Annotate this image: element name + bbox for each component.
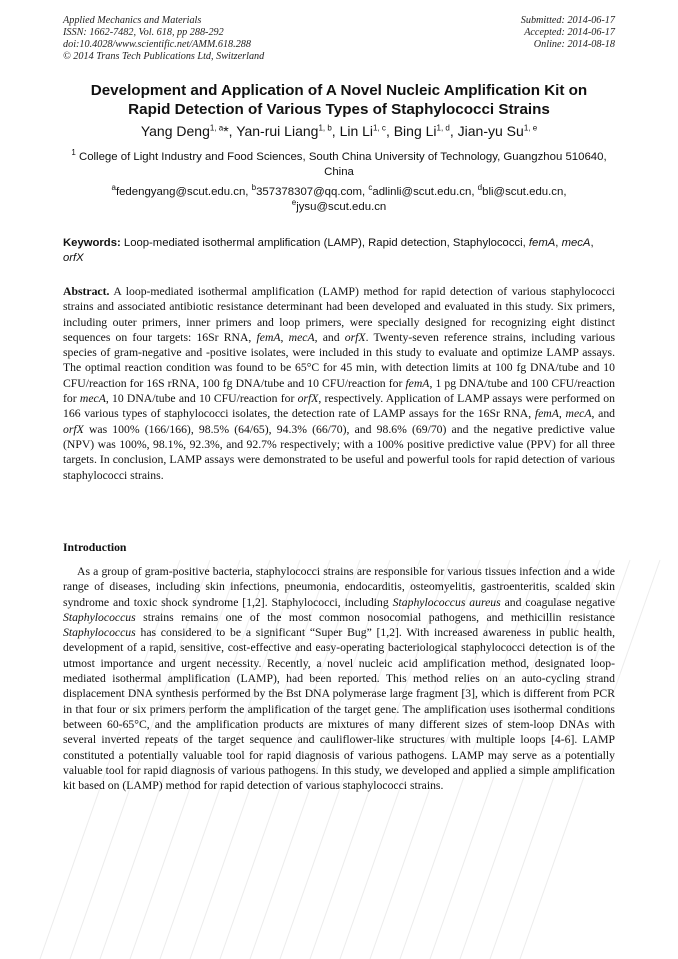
title-line-2: Rapid Detection of Various Types of Staphylococci Strains [128,101,550,118]
section-heading-introduction: Introduction [63,541,127,554]
author-sep: *, [223,123,237,139]
species-name: Staphylococcus [63,610,136,624]
email-sep: , [245,186,252,198]
keyword-sep: , [590,237,594,249]
abstract [63,284,615,483]
author-sup: 1, b [318,123,332,133]
author-sep: , [449,123,458,139]
abstract-text: , 1 pg DNA/tube and 100 CFU/reaction for [63,376,616,406]
email-sep: , [362,186,369,198]
gene-name: orfX [344,330,366,344]
email-sup: c [368,183,373,193]
abstract-text: , respectively. Application of LAMP assays were performed on 166 various types of staphylococci isolates, the detection rate of LAMP assays for the 16Sr RNA, [63,392,615,421]
keywords [63,236,615,266]
gene-name: mecA [565,407,592,421]
email-address[interactable]: adlinli@scut.edu.cn [372,186,472,198]
accepted-date: Accepted: 2014-06-17 [524,27,615,38]
copyright-line: © 2014 Trans Tech Publications Ltd, Switzerland [63,51,265,62]
email-sup: b [251,183,257,193]
abstract-text: . Twenty-seven reference strains, including various species of gram-negative and -positive isolates, were included in this study to evaluate and optimize LAMP assays. The optimal reaction condition was found to be 65°C for 45 min, with detection limits at 100 fg DNA/tube and 10 CFU/reaction for 16S rRNA, 100 fg DNA/tube and 10 CFU/reaction for [63,330,616,390]
affiliation [60,150,618,180]
author-sup: 1, a [209,123,224,133]
species-name: Staphylococcus aureus [392,595,501,609]
intro-text: and coagulase negative [504,595,615,609]
intro-text: As a group of gram-positive bacteria, staphylococci strains are responsible for various tissues infection and a wide range of diseases, including skin infections, pneumonia, endocarditis, osteomyelitis, gastroenteritis, scalded skin syndrome and toxic shock syndrome [1,2]. Staphylococci, including [63,565,615,609]
paper-title [50,81,628,119]
author-sup: 1, e [523,123,538,133]
online-date: Online: 2014-08-18 [533,39,615,50]
author-list [40,123,638,140]
title-line-1: Development and Application of A Novel Nucleic Amplification Kit on [90,82,588,99]
author-name: Lin Li [339,123,374,139]
abstract-text: , 10 DNA/tube and 10 CFU/reaction for [105,392,295,406]
author-sep: , [331,123,340,139]
email-sep: , [563,186,567,198]
publication-dates [521,15,615,51]
keyword-gene: mecA [561,237,591,249]
email-address[interactable]: jysu@scut.edu.cn [296,201,387,213]
gene-name: mecA [79,392,106,406]
abstract-text: A loop-mediated isothermal amplification (LAMP) method for rapid detection of various staphylococci strains and associated antibiotic resistance determinant had been developed and evaluated in this study. Six primers, including outer primers, inner primers and loop primers, were specially designed for recognizing eight distinct sequences on four targets: 16Sr RNA, [63,285,616,344]
gene-name: orfX [297,392,319,406]
keywords-label: Keywords: [63,237,121,249]
affiliation-text: College of Light Industry and Food Sciences, South China University of Technology, Guangzhou 510640, China [78,151,607,178]
journal-info [63,15,264,63]
author-sup: 1, d [436,123,450,133]
email-sep: , [471,186,478,198]
email-address[interactable]: 357378307@qq.com [256,186,363,198]
doi-line: doi:10.4028/www.scientific.net/AMM.618.288 [63,39,251,50]
abstract-text: , and [314,330,340,344]
submitted-date: Submitted: 2014-06-17 [520,15,615,26]
species-name: Staphylococcus [63,626,136,640]
journal-name: Applied Mechanics and Materials [63,15,202,26]
gene-name: femA [405,376,430,390]
author-name: Bing Li [393,123,437,139]
abstract-text: , [558,407,562,421]
gene-name: femA [534,407,559,421]
abstract-text: was 100% (166/166), 98.5% (64/65), 94.3% (66/70), and 98.6% (69/70) and the negative predictive value (NPV) was 100%, 98.1%, 92.3%, and 92.7% respectively; with a 100% positive predictive value (PPV) for all three targets. In conclusion, LAMP assays were demonstrated to be useful and powerful tools for rapid detection of various staphylococci strains. [63,422,615,482]
gene-name: femA [256,330,281,344]
author-name: Yang Deng [140,123,210,139]
email-address[interactable]: bli@scut.edu.cn [482,186,564,198]
abstract-label: Abstract. [63,285,110,298]
keyword-sep: , [555,237,559,249]
email-sup: a [111,183,116,193]
keywords-text: Loop-mediated isothermal amplification (LAMP), Rapid detection, Staphylococci, [123,237,526,249]
email-list [60,185,618,215]
author-name: Jian-yu Su [457,123,524,139]
author-sep: , [385,123,394,139]
gene-name: mecA [288,330,315,344]
email-address[interactable]: fedengyang@scut.edu.cn [115,186,246,198]
intro-text: strains remains one of the most common nosocomial pathogens, and methicillin resistance [143,610,615,624]
author-name: Yan-rui Liang [236,123,319,139]
abstract-text: , [280,330,284,344]
keyword-gene: femA [528,237,556,249]
keyword-gene: orfX [63,252,84,264]
introduction-paragraph [63,564,615,793]
issn-line: ISSN: 1662-7482, Vol. 618, pp 288-292 [63,27,224,38]
email-sup: e [291,198,297,208]
affiliation-sup: 1 [71,148,76,158]
author-sup: 1, c [373,123,386,133]
intro-text: has considered to be a significant “Super Bug” [1,2]. With increased awareness in public health, development of a rapid, sensitive, cost-effective and easy-operating bacteriological staphylococci detection is of the utmost importance and urgent necessity. Recently, a novel nucleic acid amplification method, designated loop-mediated isothermal amplification (LAMP), had been reported. This method relies on an auto-cycling strand displacement DNA synthesis performed by the Bst DNA polymerase large fragment [3], which is different from PCR in that four or six primers perform the amplification of the target gene. The amplification uses isothermal conditions between 60-65°C, and the amplification products are mixtures of many different sizes of stem-loop DNAs with several inverted repeats of the target sequence and cauliflower-like structures with multiple loops [4-6]. LAMP constituted a potentially valuable tool for rapid diagnosis of various pathogens. LAMP may serve as a potentially valuable tool for rapid diagnosis of various pathogens. In this study, we developed and applied a simple amplification kit based on (LAMP) method for rapid detection of various staphylococci strains. [63,626,615,793]
gene-name: orfX [63,422,84,436]
email-sup: d [477,183,483,193]
abstract-text: , and [591,407,616,421]
